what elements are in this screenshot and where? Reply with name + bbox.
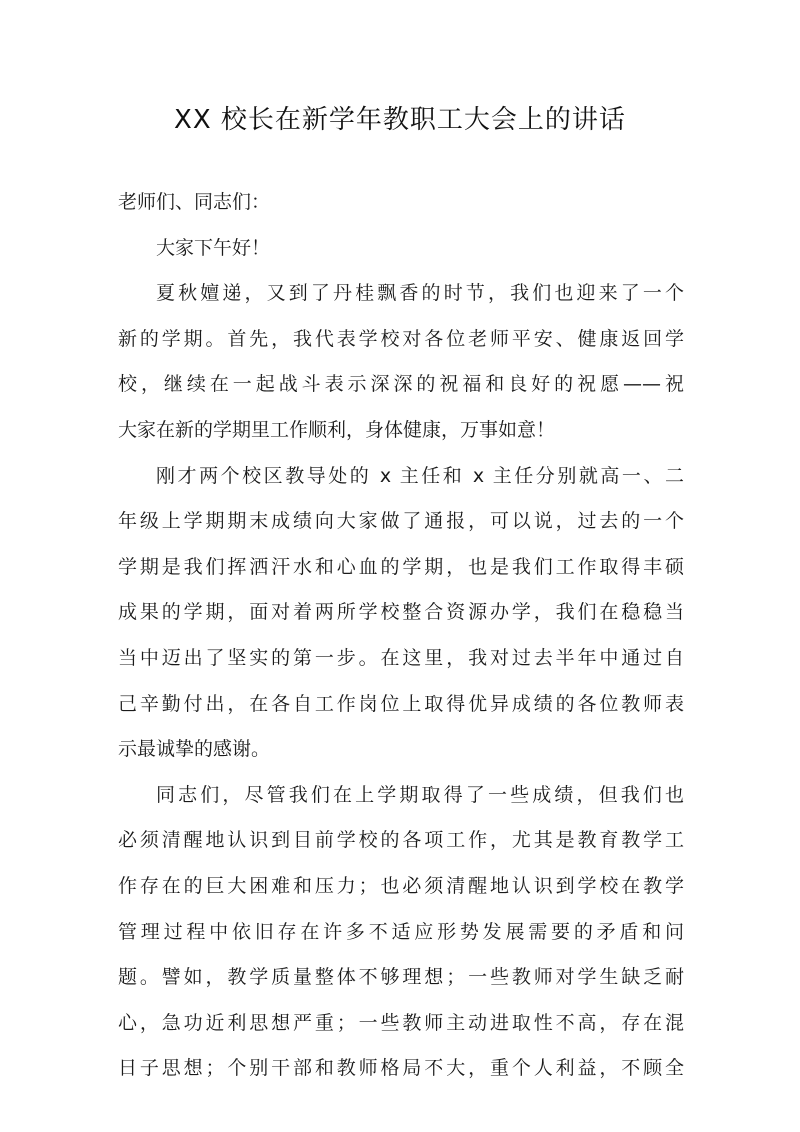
paragraph-2-line: 学期是我们挥洒汗水和心血的学期，也是我们工作取得丰硕 xyxy=(118,555,684,578)
speech-body xyxy=(118,180,684,1092)
paragraph-2-line: 刚才两个校区教导处的 x 主任和 x 主任分别就高一、二 xyxy=(156,464,684,487)
greeting-line: 大家下午好！ xyxy=(156,236,271,259)
paragraph-1-line: 新的学期。首先，我代表学校对各位老师平安、健康返回学 xyxy=(118,327,684,350)
paragraph-3-line: 题。譬如，教学质量整体不够理想；一些教师对学生缺乏耐 xyxy=(118,966,684,989)
paragraph-2-line: 成果的学期，面对着两所学校整合资源办学，我们在稳稳当 xyxy=(118,601,684,624)
paragraph-1-line: 校，继续在一起战斗表示深深的祝福和良好的祝愿——祝 xyxy=(118,373,684,396)
paragraph-3-line: 必须清醒地认识到目前学校的各项工作，尤其是教育教学工 xyxy=(118,829,684,852)
document-title: XX 校长在新学年教职工大会上的讲话 xyxy=(174,105,626,135)
paragraph-1-line: 夏秋嬗递，又到了丹桂飘香的时节，我们也迎来了一个 xyxy=(156,282,684,305)
paragraph-3-line: 管理过程中依旧存在许多不适应形势发展需要的矛盾和问 xyxy=(118,920,684,943)
paragraph-3-line: 作存在的巨大困难和压力；也必须清醒地认识到学校在教学 xyxy=(118,874,684,897)
paragraph-2-line: 年级上学期期末成绩向大家做了通报，可以说，过去的一个 xyxy=(118,510,684,533)
paragraph-3-line: 同志们，尽管我们在上学期取得了一些成绩，但我们也 xyxy=(156,783,684,806)
paragraph-3-line: 日子思想；个别干部和教师格局不大，重个人利益，不顾全 xyxy=(118,1057,684,1080)
paragraph-2-line: 当中迈出了坚实的第一步。在这里，我对过去半年中通过自 xyxy=(118,646,684,669)
paragraph-3-line: 心，急功近利思想严重；一些教师主动进取性不高，存在混 xyxy=(118,1011,684,1034)
paragraph-2-line: 示最诚挚的感谢。 xyxy=(118,738,271,761)
paragraph-1-line: 大家在新的学期里工作顺利，身体健康，万事如意！ xyxy=(118,418,556,441)
paragraph-2-line: 己辛勤付出，在各自工作岗位上取得优异成绩的各位教师表 xyxy=(118,692,684,715)
salutation-line: 老师们、同志们： xyxy=(118,191,271,213)
